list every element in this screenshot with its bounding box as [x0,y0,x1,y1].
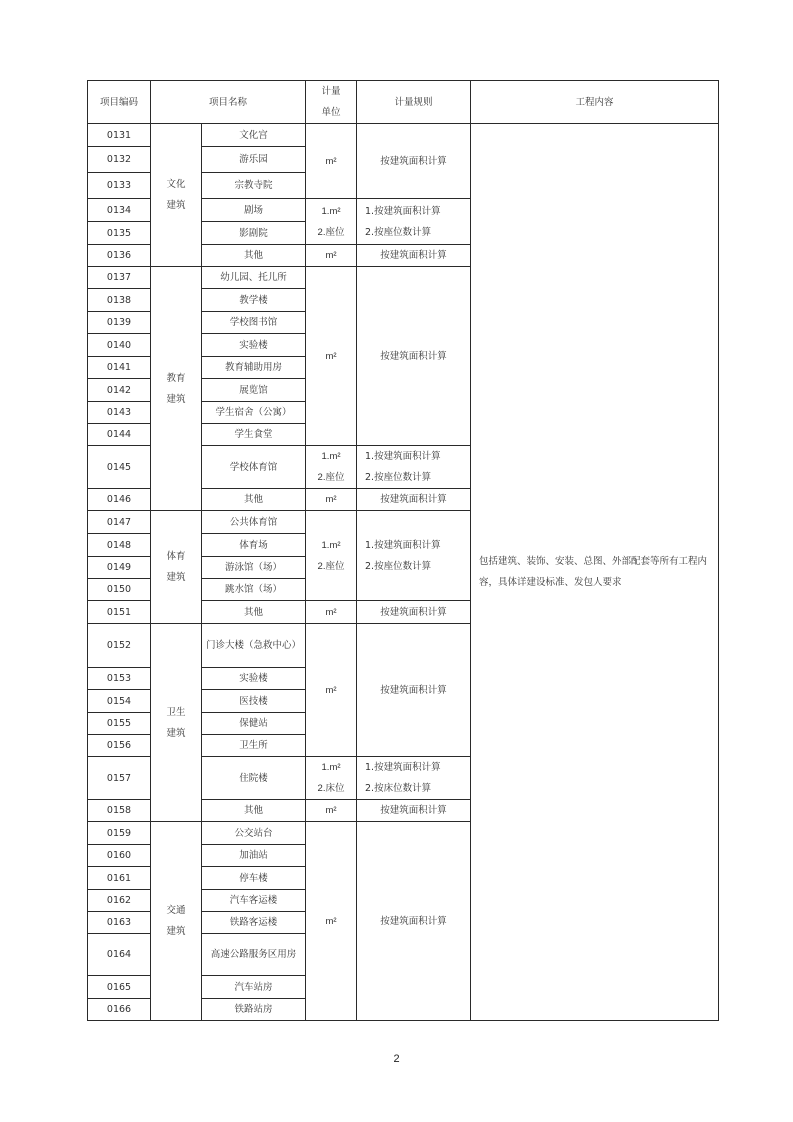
rule-text: 2.按座位数计算 [365,560,432,572]
header-unit-text: 计量单位 [321,86,341,118]
unit-cell [306,800,357,822]
unit-text: 2.床位 [317,783,345,794]
table-body [88,81,719,1021]
unit-cell [306,624,357,757]
unit-cell [306,124,357,199]
item-name: 汽车站房 [202,976,306,999]
unit-cell [306,446,357,489]
billing-spec-table [87,80,719,1021]
item-name: 实验楼 [202,334,306,357]
header-name: 项目名称 [151,81,306,124]
item-name: 卫生所 [202,735,306,757]
unit-text: 1.m² [321,451,341,462]
item-code: 0144 [88,424,151,446]
rule-cell [357,511,471,601]
header-code: 项目编码 [88,81,151,124]
item-code: 0133 [88,173,151,199]
item-name: 汽车客运楼 [202,890,306,912]
rule-text: 1.按建筑面积计算 [365,451,441,462]
item-code: 0140 [88,334,151,357]
unit-cell [306,199,357,245]
item-name: 游泳馆（场） [202,557,306,579]
category-label: 文化建筑 [166,179,186,211]
rule-text: 按建筑面积计算 [380,606,447,618]
unit-text: m² [325,915,337,927]
rule-text: 按建筑面积计算 [380,250,447,261]
unit-text: m² [325,494,337,505]
rule-cell [357,757,471,800]
unit-cell [306,757,357,800]
item-code: 0150 [88,579,151,601]
item-name: 体育场 [202,534,306,557]
item-code: 0156 [88,735,151,757]
item-code: 0159 [88,822,151,845]
item-name: 学生宿舍（公寓） [202,402,306,424]
item-code: 0131 [88,124,151,147]
item-name: 教育辅助用房 [202,357,306,379]
unit-text: 1.m² [321,539,341,551]
work-content-text: 包括建筑、装饰、安装、总图、外部配套等所有工程内容，具体详建设标准、发包人要求 [479,556,708,588]
item-name: 铁路站房 [202,999,306,1021]
item-name: 宗教寺院 [202,173,306,199]
item-name: 游乐园 [202,147,306,173]
unit-cell [306,601,357,624]
rule-cell [357,601,471,624]
item-code: 0162 [88,890,151,912]
rule-cell [357,822,471,1021]
header-content: 工程内容 [471,81,719,124]
unit-cell [306,489,357,511]
unit-text: m² [325,250,337,261]
unit-cell [306,267,357,446]
unit-text: m² [325,350,337,362]
item-code: 0158 [88,800,151,822]
item-name: 公交站台 [202,822,306,845]
item-name: 文化宫 [202,124,306,147]
table-header-row [88,81,719,124]
item-code: 0165 [88,976,151,999]
item-code: 0137 [88,267,151,289]
category-cell [151,822,202,1021]
item-code: 0157 [88,757,151,800]
unit-cell [306,245,357,267]
rule-text: 按建筑面积计算 [380,155,447,167]
category-cell [151,124,202,267]
item-name: 医技楼 [202,690,306,713]
item-name: 学生食堂 [202,424,306,446]
item-code: 0135 [88,222,151,245]
header-unit [306,81,357,124]
item-name: 跳水馆（场） [202,579,306,601]
item-code: 0163 [88,912,151,934]
work-content-cell [471,124,719,1021]
rule-text: 按建筑面积计算 [380,805,447,816]
item-code: 0141 [88,357,151,379]
rule-text: 按建筑面积计算 [380,350,447,362]
category-cell [151,511,202,624]
unit-text: 2.座位 [317,472,345,483]
item-code: 0148 [88,534,151,557]
item-name: 加油站 [202,845,306,867]
item-code: 0155 [88,713,151,735]
item-name: 高速公路服务区用房 [202,934,306,976]
table-row [88,124,719,147]
rule-cell [357,624,471,757]
item-name: 学校图书馆 [202,312,306,334]
item-code: 0160 [88,845,151,867]
item-name: 其他 [202,245,306,267]
item-name: 剧场 [202,199,306,222]
unit-text: m² [325,684,337,696]
unit-cell [306,822,357,1021]
rule-text: 1.按建筑面积计算 [365,539,441,551]
item-code: 0132 [88,147,151,173]
rule-text: 按建筑面积计算 [380,494,447,505]
item-code: 0138 [88,289,151,312]
category-cell [151,267,202,511]
item-name: 展览馆 [202,379,306,402]
item-name: 铁路客运楼 [202,912,306,934]
unit-text: m² [325,606,337,618]
item-name: 公共体育馆 [202,511,306,534]
category-label: 卫生建筑 [166,706,186,739]
item-code: 0134 [88,199,151,222]
category-label: 体育建筑 [166,551,186,583]
unit-cell [306,511,357,601]
item-code: 0136 [88,245,151,267]
item-code: 0139 [88,312,151,334]
rule-text: 1.按建筑面积计算 [365,205,441,217]
item-code: 0166 [88,999,151,1021]
unit-text: m² [325,805,337,816]
item-code: 0142 [88,379,151,402]
rule-cell [357,245,471,267]
rule-cell [357,124,471,199]
rule-cell [357,199,471,245]
item-name: 门诊大楼（急救中心） [202,624,306,668]
item-name: 住院楼 [202,757,306,800]
unit-text: 1.m² [321,205,341,217]
item-name: 幼儿园、托儿所 [202,267,306,289]
item-code: 0164 [88,934,151,976]
item-name: 影剧院 [202,222,306,245]
item-name: 实验楼 [202,668,306,690]
item-code: 0143 [88,402,151,424]
page-number: 2 [393,1053,400,1065]
item-code: 0147 [88,511,151,534]
item-code: 0153 [88,668,151,690]
rule-text: 2.按床位数计算 [365,783,432,794]
header-rule: 计量规则 [357,81,471,124]
item-code: 0145 [88,446,151,489]
rule-cell [357,800,471,822]
unit-text: 2.座位 [317,226,345,238]
category-label: 交通建筑 [166,905,186,937]
rule-text: 2.按座位数计算 [365,472,432,483]
item-code: 0154 [88,690,151,713]
item-code: 0161 [88,867,151,890]
item-code: 0151 [88,601,151,624]
rule-text: 按建筑面积计算 [380,915,447,927]
item-name: 其他 [202,489,306,511]
unit-text: 1.m² [321,762,341,773]
rule-text: 按建筑面积计算 [380,684,447,696]
item-name: 其他 [202,601,306,624]
item-code: 0152 [88,624,151,668]
rule-cell [357,267,471,446]
item-code: 0146 [88,489,151,511]
unit-text: 2.座位 [317,560,345,572]
rule-text: 2.按座位数计算 [365,226,432,238]
category-cell [151,624,202,822]
item-name: 停车楼 [202,867,306,890]
item-name: 教学楼 [202,289,306,312]
item-code: 0149 [88,557,151,579]
item-name: 其他 [202,800,306,822]
item-name: 保健站 [202,713,306,735]
category-label: 教育建筑 [166,372,186,405]
item-name: 学校体育馆 [202,446,306,489]
unit-text: m² [325,155,337,167]
rule-cell [357,446,471,489]
rule-cell [357,489,471,511]
rule-text: 1.按建筑面积计算 [365,762,441,773]
